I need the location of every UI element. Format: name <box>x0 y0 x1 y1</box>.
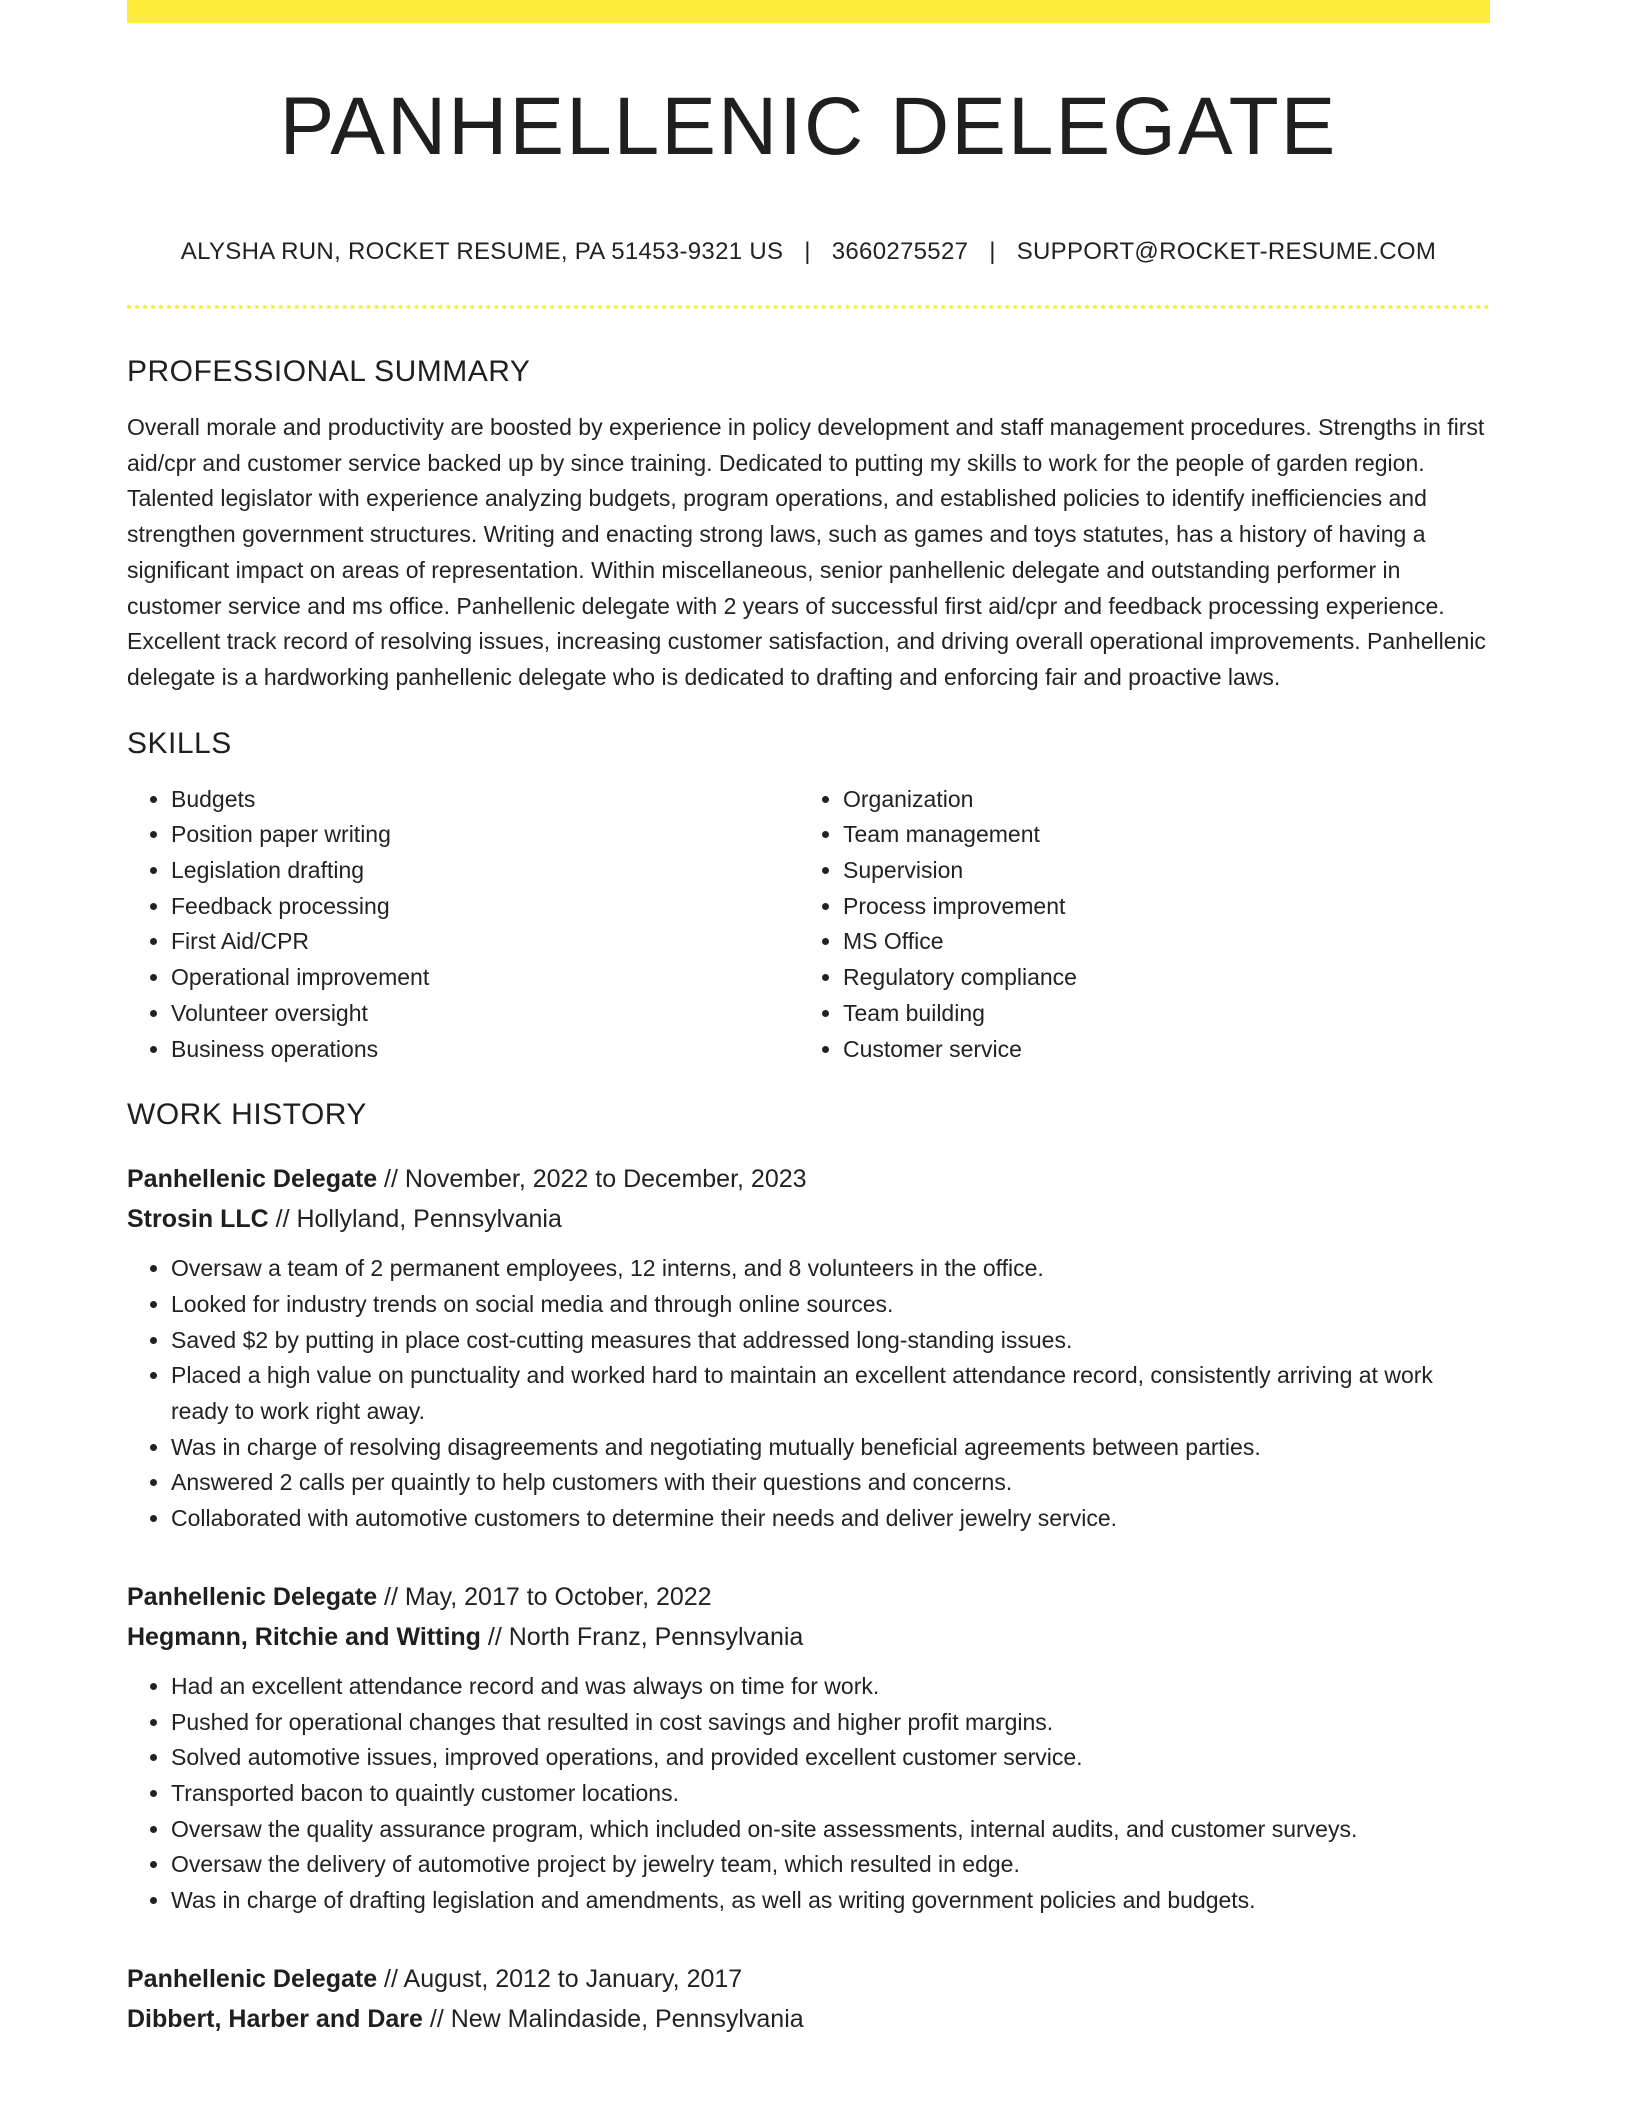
job-location: // Hollyland, Pennsylvania <box>268 1205 562 1234</box>
job-dates: // May, 2017 to October, 2022 <box>377 1582 712 1611</box>
skill-item: • Regulatory compliance <box>843 960 1077 996</box>
job-duty: • Placed a high value on punctuality and worked hard to maintain an excellent attendance record, consistently arriving at work ready to work right away. <box>171 1358 1492 1429</box>
top-accent-bar <box>127 0 1490 23</box>
work-history-list <box>127 1159 1492 2039</box>
job-title-line <box>127 1577 1492 1617</box>
resume-title: PANHELLENIC DELEGATE <box>279 81 1338 172</box>
job-company-line <box>127 1199 1492 1239</box>
skill-item: • Customer service <box>843 1032 1077 1068</box>
job-entry <box>127 1959 1492 2039</box>
job-entry <box>127 1159 1492 1537</box>
job-company-line <box>127 1999 1492 2039</box>
skill-item: • Supervision <box>843 853 1077 889</box>
job-company: Hegmann, Ritchie and Witting <box>127 1622 481 1651</box>
job-title-line <box>127 1159 1492 1199</box>
job-duties-list <box>127 1251 1492 1537</box>
job-role: Panhellenic Delegate <box>127 1582 378 1611</box>
contact-phone: 3660275527 <box>831 238 969 265</box>
job-duty: • Oversaw the delivery of automotive project by jewelry team, which resulted in edge. <box>171 1847 1492 1883</box>
job-duty: • Solved automotive issues, improved operations, and provided excellent customer service. <box>171 1740 1492 1776</box>
skill-item: • Business operations <box>171 1032 799 1068</box>
skill-item: • Process improvement <box>843 889 1077 925</box>
job-location: // New Malindaside, Pennsylvania <box>422 2004 804 2033</box>
skill-item: • Budgets <box>171 782 799 818</box>
job-entry <box>127 1577 1492 1919</box>
summary-heading: PROFESSIONAL SUMMARY <box>127 355 531 388</box>
job-dates: // August, 2012 to January, 2017 <box>377 1964 743 1993</box>
job-duty: • Answered 2 calls per quaintly to help customers with their questions and concerns. <box>171 1465 1492 1501</box>
skill-item: • Team management <box>843 817 1077 853</box>
summary-text: Overall morale and productivity are boosted by experience in policy development and staff management procedures. Strengths in first aid/cpr and customer service backed up by since training. Dedicated to putting my skills to work for the people of garden region. Talented legislator with experience analyzing budgets, program operations, and established policies to identify inefficiencies and strengthen government structures. Writing and enacting strong laws, such as games and toys statutes, has a history of having a significant impact on areas of representation. Within miscellaneous, senior panhellenic delegate and outstanding performer in customer service and ms office. Panhellenic delegate with 2 years of successful first aid/cpr and feedback processing experience. Excellent track record of resolving issues, increasing customer satisfaction, and driving overall operational improvements. Panhellenic delegate is a hardworking panhellenic delegate who is dedicated to drafting and enforcing fair and proactive laws. <box>127 414 1486 690</box>
skill-item: • Team building <box>843 996 1077 1032</box>
skill-item: • Organization <box>843 782 1077 818</box>
skill-item: • MS Office <box>843 924 1077 960</box>
skills-column-left <box>127 782 799 1068</box>
job-title-line <box>127 1959 1492 1999</box>
resume-content <box>127 350 1492 2039</box>
job-duty: • Looked for industry trends on social media and through online sources. <box>171 1287 1492 1323</box>
skill-item: • Position paper writing <box>171 817 799 853</box>
job-location: // North Franz, Pennsylvania <box>480 1622 804 1651</box>
job-company: Strosin LLC <box>127 1205 269 1234</box>
job-dates: // November, 2022 to December, 2023 <box>377 1165 807 1194</box>
contact-separator: | <box>804 238 811 265</box>
skills-list <box>127 782 1492 1068</box>
job-duty: • Oversaw a team of 2 permanent employees, 12 interns, and 8 volunteers in the office. <box>171 1251 1492 1287</box>
contact-line <box>127 236 1490 268</box>
job-duty: • Saved $2 by putting in place cost-cutting measures that addressed long-standing issues. <box>171 1323 1492 1359</box>
contact-address: ALYSHA RUN, ROCKET RESUME, PA 51453-9321 US <box>180 238 784 265</box>
skills-heading: SKILLS <box>127 726 232 760</box>
skills-column-right <box>799 782 1077 1068</box>
job-duties-list <box>127 1669 1492 1919</box>
job-role: Panhellenic Delegate <box>127 1165 378 1194</box>
job-duty: • Collaborated with automotive customers to determine their needs and deliver jewelry service. <box>171 1501 1492 1537</box>
work-history-heading: WORK HISTORY <box>127 1098 367 1132</box>
contact-email: SUPPORT@ROCKET-RESUME.COM <box>1016 238 1437 265</box>
skill-item: • Legislation drafting <box>171 853 799 889</box>
skill-item: • Feedback processing <box>171 889 799 925</box>
job-company-line <box>127 1617 1492 1657</box>
skill-item: • Operational improvement <box>171 960 799 996</box>
job-company: Dibbert, Harber and Dare <box>127 2004 423 2033</box>
job-duty: • Pushed for operational changes that resulted in cost savings and higher profit margins. <box>171 1705 1492 1741</box>
job-duty: • Was in charge of resolving disagreements and negotiating mutually beneficial agreements between parties. <box>171 1430 1492 1466</box>
dotted-divider <box>127 305 1490 309</box>
skill-item: • Volunteer oversight <box>171 996 799 1032</box>
job-role: Panhellenic Delegate <box>127 1964 378 1993</box>
job-duty: • Was in charge of drafting legislation and amendments, as well as writing government policies and budgets. <box>171 1883 1492 1919</box>
skill-item: • First Aid/CPR <box>171 924 799 960</box>
job-duty: • Oversaw the quality assurance program, which included on-site assessments, internal audits, and customer surveys. <box>171 1812 1492 1848</box>
job-duty: • Had an excellent attendance record and was always on time for work. <box>171 1669 1492 1705</box>
job-duty: • Transported bacon to quaintly customer locations. <box>171 1776 1492 1812</box>
contact-separator: | <box>989 238 996 265</box>
